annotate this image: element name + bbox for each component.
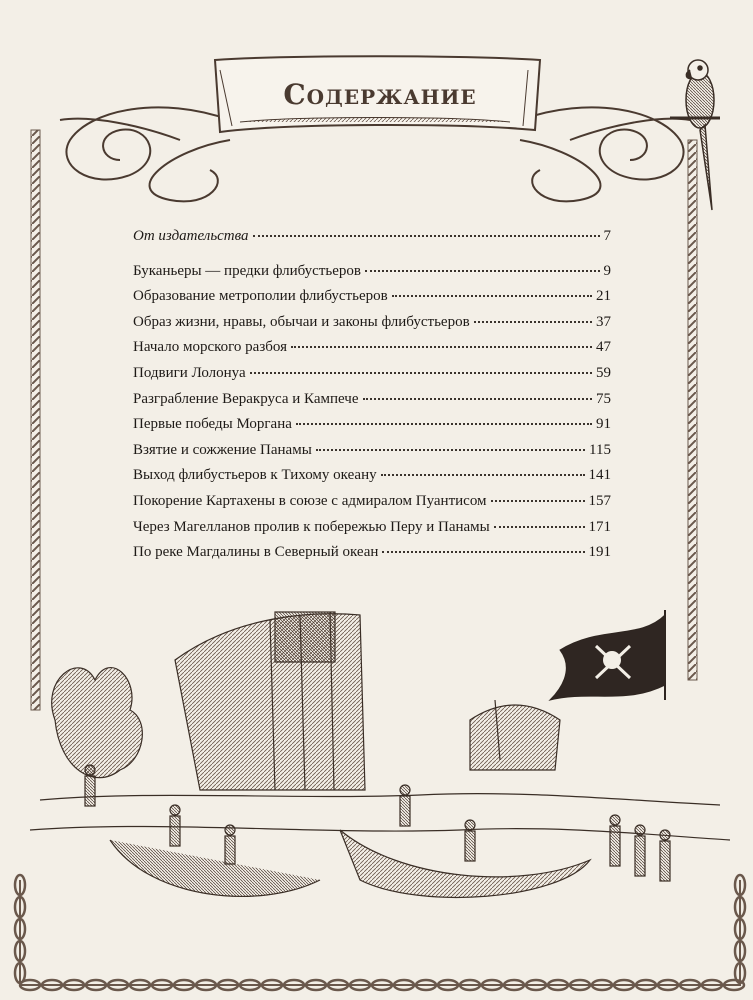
toc-entry-page-number: 21 xyxy=(596,288,611,305)
toc-leader-dots xyxy=(316,449,585,451)
toc-entry-title: По реке Магдалины в Северный океан xyxy=(133,544,379,561)
toc-entry xyxy=(133,467,611,493)
toc-entry-title: Подвиги Лолонуа xyxy=(133,364,246,381)
toc-entry-title: Взятие и сожжение Панамы xyxy=(133,441,312,458)
toc-entry-title: От издательства xyxy=(133,228,249,244)
toc-entry xyxy=(133,288,611,314)
pirate-flag-icon xyxy=(550,610,665,700)
table-of-contents xyxy=(133,228,611,570)
toc-entry-page-number: 191 xyxy=(588,544,611,561)
toc-entry xyxy=(133,519,611,545)
toc-entry-title: Покорение Картахены в союзе с адмиралом Пуантисом xyxy=(133,492,487,509)
toc-leader-dots xyxy=(291,346,592,348)
toc-entry xyxy=(133,544,611,570)
toc-entry-title: Разграбление Веракруса и Кампече xyxy=(133,390,359,407)
toc-leader-dots xyxy=(296,423,592,425)
toc-leader-dots xyxy=(491,500,585,502)
toc-leader-dots xyxy=(494,526,585,528)
toc-leader-dots xyxy=(250,372,592,374)
toc-entry-page-number: 141 xyxy=(588,467,611,484)
toc-entry-page-number: 47 xyxy=(596,339,611,356)
toc-entry-page-number: 171 xyxy=(588,518,611,535)
contents-heading: Содержание xyxy=(283,78,477,111)
chain-border xyxy=(20,880,740,985)
chain-links xyxy=(15,875,745,990)
toc-entry xyxy=(133,391,611,417)
toc-leader-dots xyxy=(474,321,592,323)
toc-entry-title: Выход флибустьеров к Тихому океану xyxy=(133,467,377,484)
toc-leader-dots xyxy=(382,551,584,553)
toc-entry xyxy=(133,263,611,289)
toc-leader-dots xyxy=(363,398,592,400)
toc-entry xyxy=(133,314,611,340)
toc-entry-page-number: 9 xyxy=(603,262,611,279)
toc-entry-title: Буканьеры — предки флибустьеров xyxy=(133,262,361,279)
toc-entry-title: Образ жизни, нравы, обычаи и законы флибустьеров xyxy=(133,313,470,330)
toc-entry-title: Через Магелланов пролив к побережью Перу и Панамы xyxy=(133,518,490,535)
toc-entry xyxy=(133,416,611,442)
toc-leader-dots xyxy=(392,295,592,297)
toc-entry xyxy=(133,365,611,391)
toc-entry xyxy=(133,228,611,254)
toc-leader-dots xyxy=(253,235,600,237)
toc-entry-title: Первые победы Моргана xyxy=(133,416,292,433)
toc-entry-page-number: 115 xyxy=(589,441,611,458)
toc-entry-page-number: 59 xyxy=(596,364,611,381)
toc-entry xyxy=(133,339,611,365)
toc-entry xyxy=(133,442,611,468)
toc-entry-page-number: 37 xyxy=(596,313,611,330)
toc-entry-page-number: 91 xyxy=(596,416,611,433)
toc-entry-page-number: 157 xyxy=(588,492,611,509)
toc-entry-page-number: 75 xyxy=(596,390,611,407)
toc-entry-title: Образование метрополии флибустьеров xyxy=(133,288,388,305)
toc-entry-title: Начало морского разбоя xyxy=(133,339,287,356)
toc-leader-dots xyxy=(365,270,600,272)
toc-leader-dots xyxy=(381,474,585,476)
toc-entry-page-number: 7 xyxy=(603,228,611,244)
toc-entry xyxy=(133,493,611,519)
